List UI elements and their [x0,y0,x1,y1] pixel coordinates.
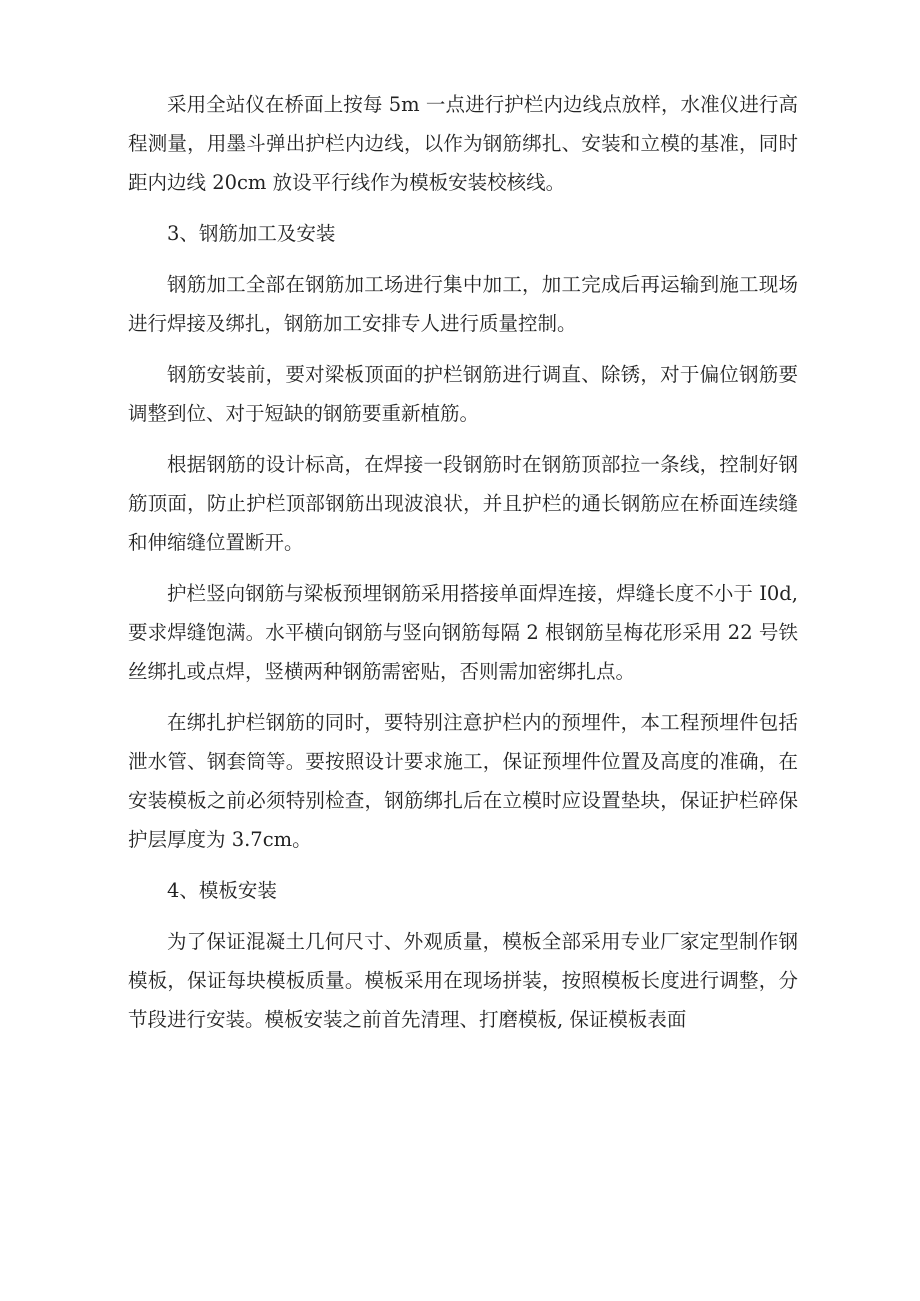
paragraph-embedded-parts: 在绑扎护栏钢筋的同时，要特别注意护栏内的预埋件，本工程预埋件包括泄水管、钢套筒等。要按照设计要求施工，保证预埋件位置及高度的准确，在安装模板之前必须特别检查，钢筋绑扎后在立模时应设置垫块，保证护栏碎保护层厚度为 3.7cm。 [128,711,798,851]
paragraph-rebar-welding: 护栏竖向钢筋与梁板预埋钢筋采用搭接单面焊连接，焊缝长度不小于 I0d, 要求焊缝饱满。水平横向钢筋与竖向钢筋每隔 2 根钢筋呈梅花形采用 22 号铁丝绑扎或点焊，竖横两种钢筋需密贴，否则需加密绑扎点。 [128,582,798,683]
section-heading-rebar: 3、钢筋加工及安装 [167,222,336,245]
paragraph-rebar-processing: 钢筋加工全部在钢筋加工场进行集中加工，加工完成后再运输到施工现场进行焊接及绑扎，钢筋加工安排专人进行质量控制。 [128,273,798,335]
section-heading-formwork: 4、模板安装 [167,879,277,902]
paragraph-formwork: 为了保证混凝土几何尺寸、外观质量，模板全部采用专业厂家定型制作钢模板，保证每块模板质量。模板采用在现场拼装，按照模板长度进行调整，分节段进行安装。模板安装之前首先清理、打磨模板, 保证模板表面 [128,930,798,1031]
paragraph-rebar-before-install: 钢筋安装前，要对梁板顶面的护栏钢筋进行调直、除锈，对于偏位钢筋要调整到位、对于短缺的钢筋要重新植筋。 [128,363,798,425]
paragraph-stakeout: 采用全站仪在桥面上按每 5m 一点进行护栏内边线点放样，水准仪进行高程测量，用墨斗弹出护栏内边线，以作为钢筋绑扎、安装和立模的基准，同时距内边线 20cm 放设平行线作为模板安装校核线。 [128,93,798,194]
paragraph-rebar-elevation: 根据钢筋的设计标高，在焊接一段钢筋时在钢筋顶部拉一条线，控制好钢筋顶面，防止护栏顶部钢筋出现波浪状，并且护栏的通长钢筋应在桥面连续缝和伸缩缝位置断开。 [128,453,798,554]
document-body [128,85,798,1051]
